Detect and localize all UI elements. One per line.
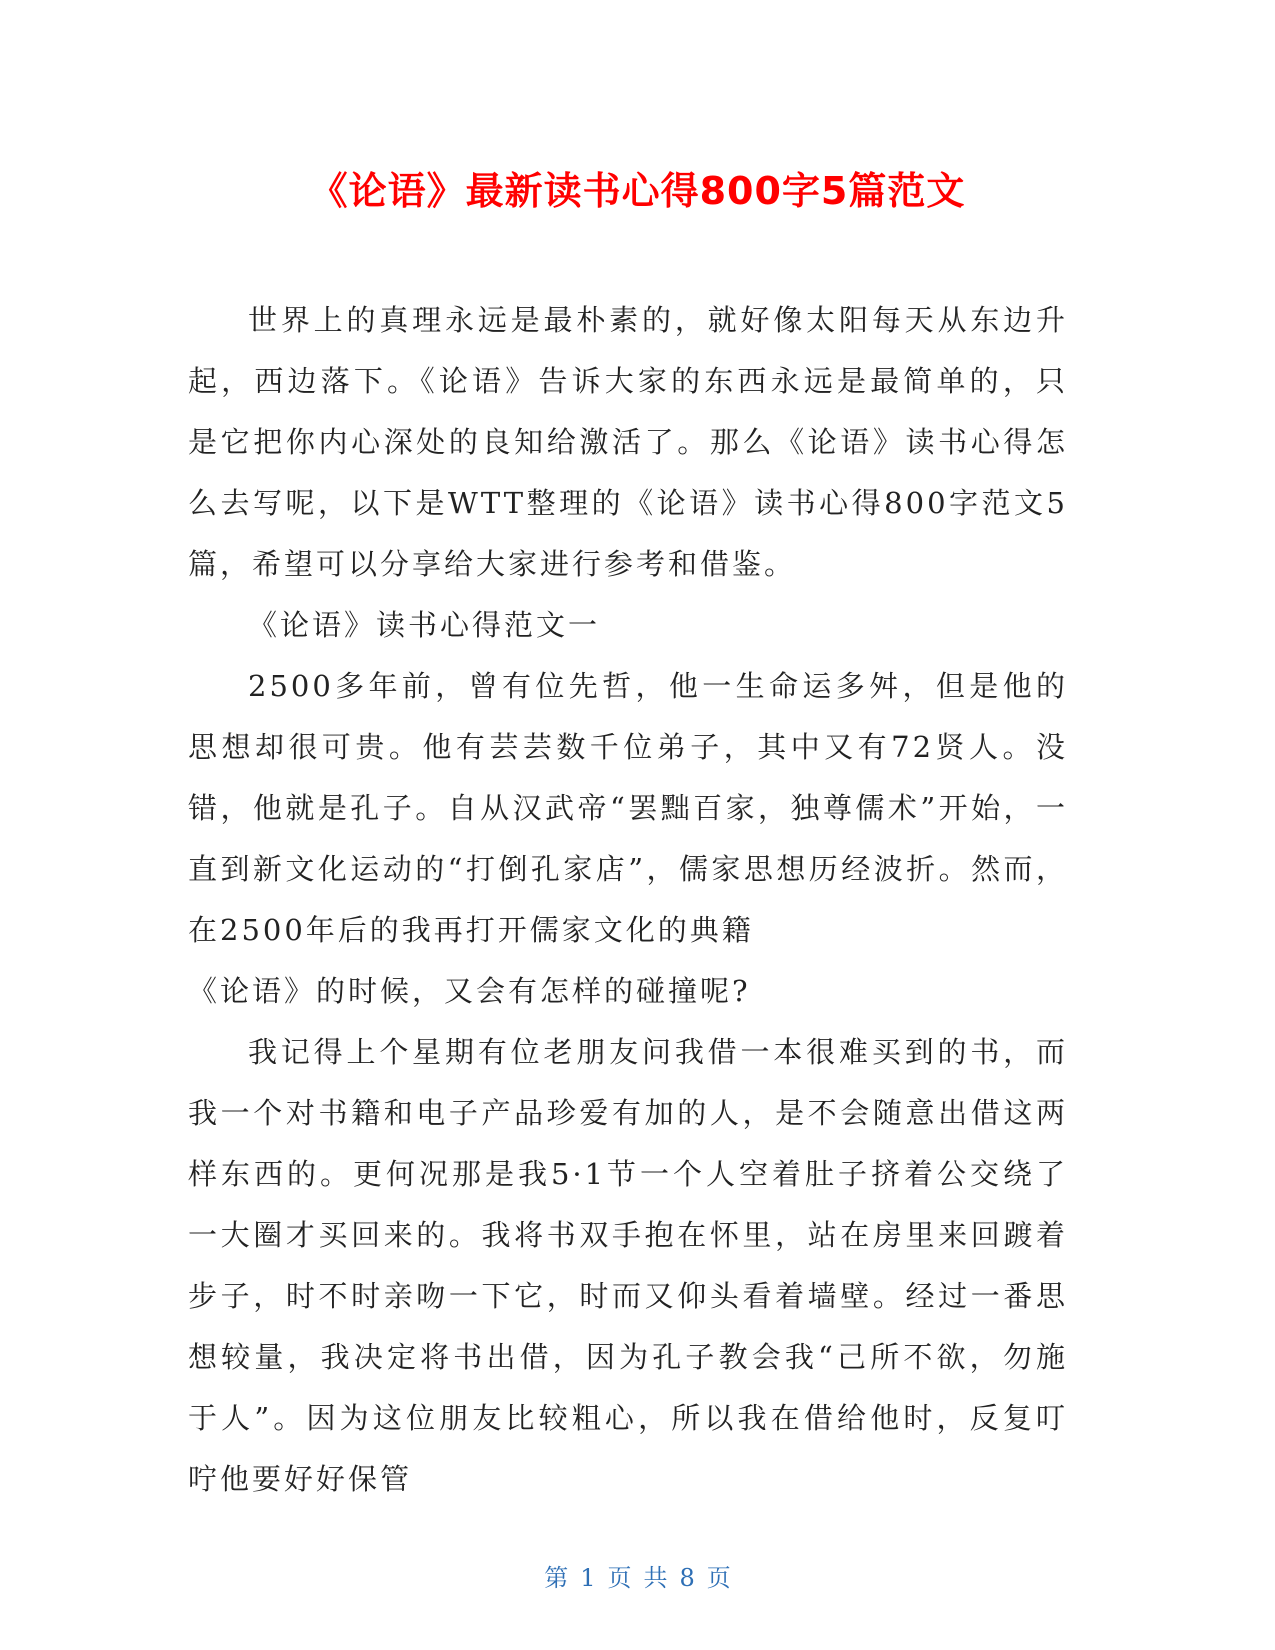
section-heading: 《论语》读书心得范文一 <box>248 608 601 642</box>
footer-label-unit: 页 <box>607 1564 632 1592</box>
body-paragraph-1-continued: 《论语》的时候，又会有怎样的碰撞呢? <box>188 974 751 1008</box>
page-footer <box>0 1558 1275 1593</box>
body-paragraph-1: 2500多年前，曾有位先哲，他一生命运多舛，但是他的思想却很可贵。他有芸芸数千位弟子，其中又有72贤人。没错，他就是孔子。自从汉武帝“罢黜百家，独尊儒术”开始，一直到新文化运动的“打倒孔家店”，儒家思想历经波折。然而，在2500年后的我再打开儒家文化的典籍 <box>188 669 1068 947</box>
footer-label-unit-2: 页 <box>706 1564 731 1592</box>
intro-paragraph: 世界上的真理永远是最朴素的，就好像太阳每天从东边升起，西边落下。《论语》告诉大家的东西永远是最简单的，只是它把你内心深处的良知给激活了。那么《论语》读书心得怎么去写呢，以下是WTT整理的《论语》读书心得800字范文5篇，希望可以分享给大家进行参考和借鉴。 <box>188 303 1068 581</box>
footer-total-pages: 8 <box>679 1564 695 1592</box>
footer-current-page: 1 <box>580 1564 596 1592</box>
document-body <box>188 290 1068 1510</box>
footer-label-total: 共 <box>643 1564 668 1592</box>
body-paragraph-2: 我记得上个星期有位老朋友问我借一本很难买到的书，而我一个对书籍和电子产品珍爱有加的人，是不会随意出借这两样东西的。更何况那是我5·1节一个人空着肚子挤着公交绕了一大圈才买回来的。我将书双手抱在怀里，站在房里来回踱着步子，时不时亲吻一下它，时而又仰头看着墙壁。经过一番思想较量，我决定将书出借，因为孔子教会我“己所不欲，勿施于人”。因为这位朋友比较粗心，所以我在借给他时，反复叮咛他要好好保管 <box>188 1035 1068 1496</box>
footer-label-page: 第 <box>544 1564 569 1592</box>
document-title: 《论语》最新读书心得800字5篇范文 <box>309 169 966 213</box>
